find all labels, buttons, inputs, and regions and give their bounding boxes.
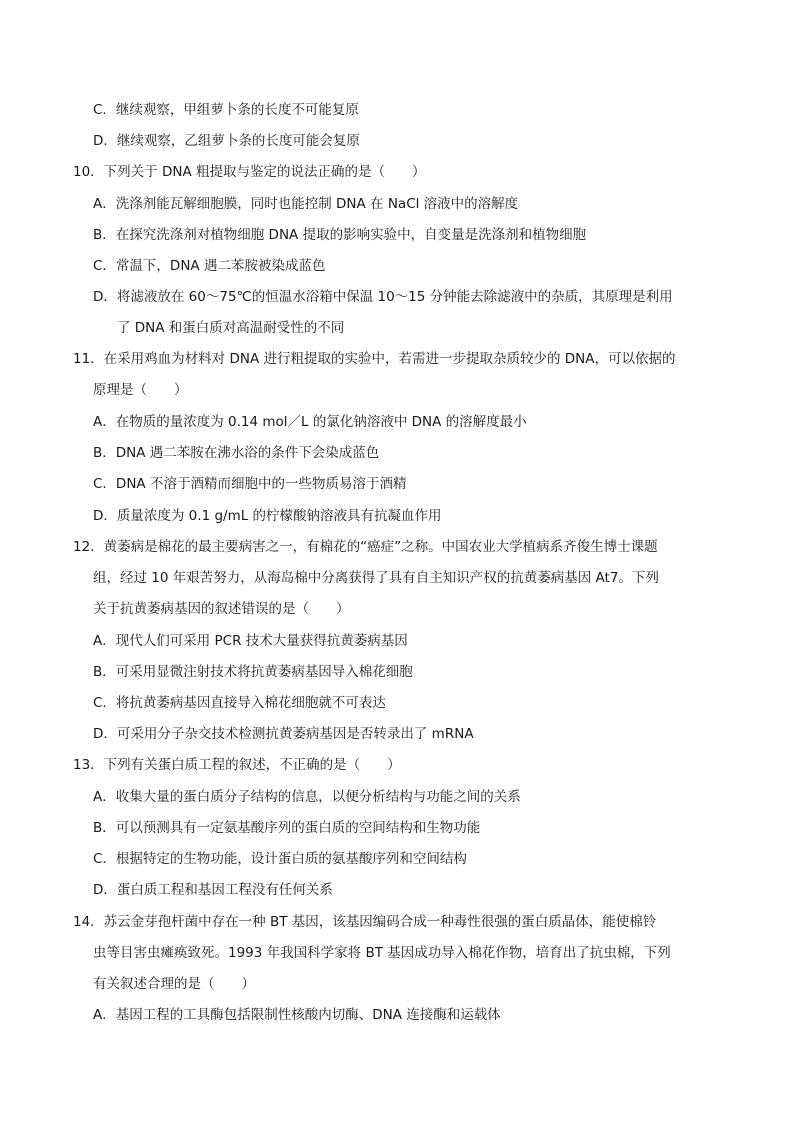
question-14-stem-continued-2: 有关叙述合理的是（ ）: [93, 976, 255, 992]
option-9d: D．继续观察，乙组萝卜条的长度可能会复原: [93, 133, 360, 149]
question-12-stem: 12．黄萎病是棉花的最主要病害之一，有棉花的“癌症”之称。中国农业大学植病系齐俊生博士课题: [73, 539, 658, 555]
option-10d-continued: 了 DNA 和蛋白质对高温耐受性的不同: [117, 320, 345, 336]
option-13a: A．收集大量的蛋白质分子结构的信息，以便分析结构与功能之间的关系: [93, 789, 521, 805]
option-11c: C．DNA 不溶于酒精而细胞中的一些物质易溶于酒精: [93, 476, 407, 492]
question-12-stem-continued-2: 关于抗黄萎病基因的叙述错误的是（ ）: [93, 601, 350, 617]
option-10c: C．常温下，DNA 遇二苯胺被染成蓝色: [93, 258, 326, 274]
question-11-stem: 11．在采用鸡血为材料对 DNA 进行粗提取的实验中，若需进一步提取杂质较少的 DNA，可以依据的: [73, 351, 676, 367]
option-13b: B．可以预测具有一定氨基酸序列的蛋白质的空间结构和生物功能: [93, 820, 481, 836]
option-11d: D．质量浓度为 0.1 g/mL 的柠檬酸钠溶液具有抗凝血作用: [93, 508, 442, 524]
question-13-stem: 13．下列有关蛋白质工程的叙述，不正确的是（ ）: [73, 757, 401, 773]
question-14-stem: 14．苏云金芽孢杆菌中存在一种 BT 基因，该基因编码合成一种毒性很强的蛋白质晶体，能使棉铃: [73, 914, 657, 930]
option-12b: B．可采用显微注射技术将抗黄萎病基因导入棉花细胞: [93, 664, 413, 680]
option-12c: C．将抗黄萎病基因直接导入棉花细胞就不可表达: [93, 695, 386, 711]
question-14-stem-continued-1: 虫等目害虫瘫痪致死。1993 年我国科学家将 BT 基因成功导入棉花作物，培育出了抗虫棉，下列: [93, 945, 671, 961]
option-10a: A．洗涤剂能瓦解细胞膜，同时也能控制 DNA 在 NaCl 溶液中的溶解度: [93, 196, 519, 212]
option-9c: C．继续观察，甲组萝卜条的长度不可能复原: [93, 102, 359, 118]
option-12d: D．可采用分子杂交技术检测抗黄萎病基因是否转录出了 mRNA: [93, 726, 474, 742]
option-14a: A．基因工程的工具酶包括限制性核酸内切酶、DNA 连接酶和运载体: [93, 1007, 501, 1023]
option-11a: A．在物质的量浓度为 0.14 mol／L 的氯化钠溶液中 DNA 的溶解度最小: [93, 414, 527, 430]
option-13c: C．根据特定的生物功能，设计蛋白质的氨基酸序列和空间结构: [93, 851, 467, 867]
option-12a: A．现代人们可采用 PCR 技术大量获得抗黄萎病基因: [93, 633, 408, 649]
option-10d: D．将滤液放在 60～75℃的恒温水浴箱中保温 10～15 分钟能去除滤液中的杂质，其原理是利用: [93, 289, 673, 305]
question-12-stem-continued-1: 组，经过 10 年艰苦努力，从海岛棉中分离获得了具有自主知识产权的抗黄萎病基因 At7。下列: [93, 570, 659, 586]
option-13d: D．蛋白质工程和基因工程没有任何关系: [93, 882, 333, 898]
option-11b: B．DNA 遇二苯胺在沸水浴的条件下会染成蓝色: [93, 445, 380, 461]
question-11-stem-continued: 原理是（ ）: [93, 382, 188, 398]
question-10-stem: 10．下列关于 DNA 粗提取与鉴定的说法正确的是（ ）: [73, 164, 426, 180]
option-10b: B．在探究洗涤剂对植物细胞 DNA 提取的影响实验中，自变量是洗涤剂和植物细胞: [93, 227, 587, 243]
